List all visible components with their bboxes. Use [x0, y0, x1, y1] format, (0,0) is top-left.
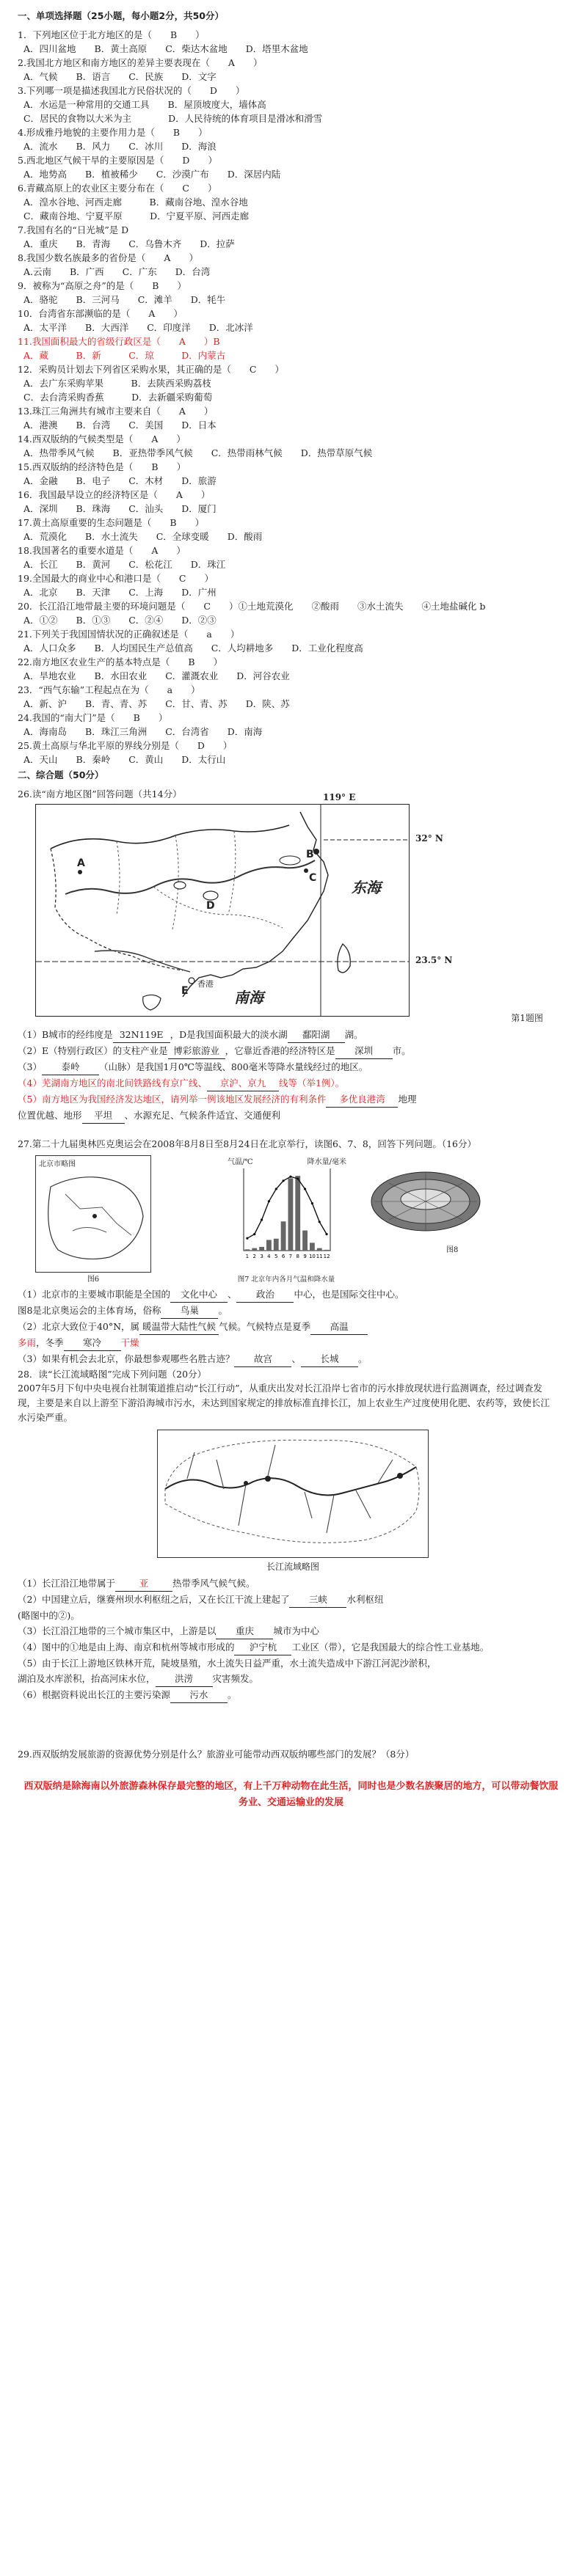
- q26-answer-1-mid: ，D是我国面积最大的淡水湖: [170, 1029, 288, 1040]
- q26-title: 26.读“南方地区图”回答问题（共14分）: [18, 788, 182, 799]
- label-b: B: [306, 849, 314, 860]
- q28-answer-line-4: [18, 1623, 564, 1639]
- west-boundary: [51, 849, 183, 970]
- label-east-sea: 东海: [352, 879, 381, 896]
- map-caption: 第1题图: [511, 1013, 543, 1023]
- question-3: 3.下列哪一项是描述我国北方民俗状况的（ D ）: [18, 85, 245, 96]
- q26-answer-4: [18, 1075, 564, 1091]
- fig7-month-tick: 2: [252, 1254, 256, 1259]
- question-1: 1．下列地区位于北方地区的是（ B ）: [18, 29, 205, 40]
- q27-answer-5-blank-2: 长城: [301, 1351, 358, 1367]
- q27-intro: 27.第二十九届奥林匹克奥运会在2008年8月8日至8月24日在北京举行，读图6、7、8，回答下列问题。（16分）: [18, 1138, 476, 1149]
- question-20-options: A．①② B．①③ C．②④ D．②③: [23, 615, 217, 626]
- q28-answer-5-mid: 工业区（带），它是我国最大的综合性工业基地。: [291, 1642, 490, 1653]
- fig7-precip-bar: [302, 1231, 308, 1251]
- q26-answer-line-2: [18, 1043, 564, 1059]
- q27-answer-1-blank-2: 政治: [236, 1287, 294, 1303]
- question-24: 24.我国的“南大门”是（ B ）: [18, 712, 168, 723]
- fig7-temp-point: [289, 1176, 291, 1178]
- q27-answer-5-pre: （3）如果有机会去北京，你最想参观哪些名胜古迹？: [18, 1353, 235, 1364]
- question-25-options: A．天山 B．秦岭 C．黄山 D．太行山: [23, 754, 226, 765]
- q27-answer-3-pre: （2）北京大致位于40°N，属: [18, 1321, 140, 1332]
- q27-answer-line-3: [18, 1319, 564, 1335]
- cj-basin-boundary: [165, 1440, 419, 1543]
- q29-answer: 西双版纳是除海南以外旅游森林保存最完整的地区，有上千万种动物在此生活，同时也是少数名族聚居的地方，可以带动餐饮服务业、交通运输业的发展: [23, 1781, 559, 1808]
- city-e-marker: [189, 978, 194, 984]
- q27-answer-3-blank-2: 高温: [310, 1319, 368, 1335]
- fig7-precip-bar: [310, 1243, 315, 1251]
- q28-answer-8-mid: 。: [227, 1689, 237, 1700]
- fig7-month-tick: 7: [288, 1254, 293, 1259]
- fig7-temp-point: [246, 1237, 248, 1240]
- fig7-temp-line: [247, 1177, 327, 1238]
- question-8-options: A.云南 B．广西 C．广东 D．台湾: [23, 266, 211, 277]
- q27-answer-1-pre: （1）北京市的主要城市职能是全国的: [18, 1289, 170, 1300]
- q28-answer-7-pre: 湖泊及水库淤积，抬高河床水位，: [18, 1673, 156, 1684]
- q27-answer-1-mid: 、: [227, 1289, 237, 1300]
- q28-intro: 2007年5月下旬中央电视台社制策道推启动“长江行动”，从重庆出发对长江沿岸七省市的污水排放现状进行监测调查，经过调查发现，主要是来自以上游至下游沿海城市污水，未达到国家规定的排放标准直排长江，加上农业生产过度使用化肥、农药等，致使长江水污染严重。: [18, 1383, 550, 1423]
- fig7-climate-chart: [228, 1155, 346, 1284]
- cj-tributaries: [187, 1445, 393, 1533]
- label-south-sea: 南海: [234, 989, 263, 1006]
- south-china-map: [35, 804, 410, 1017]
- fig7-temp-point: [297, 1177, 299, 1179]
- question-9-options: A．骆驼 B．三河马 C．滩羊 D．牦牛: [23, 294, 226, 305]
- hainan-island: [143, 995, 161, 1010]
- q28-answer-1-blank-1: 亚: [115, 1576, 172, 1592]
- question-1-options: A．四川盆地 B．黄土高原 C．柴达木盆地 D．塔里木盆地: [23, 43, 308, 54]
- q27-answer-line-2: [18, 1303, 564, 1319]
- question-9: 9．被称为“高原之舟”的是（ B ）: [18, 280, 186, 291]
- question-16-options: A．深圳 B．珠海 C．汕头 D．厦门: [23, 503, 217, 514]
- q27-answer-5-blank-1: 故宫: [234, 1351, 291, 1367]
- taiwan-island: [338, 944, 350, 973]
- fig7-precip-bar: [252, 1248, 257, 1251]
- fig7-temp-point: [304, 1188, 306, 1190]
- fig7-month-tick: 4: [267, 1254, 271, 1259]
- q26-answer-line-3: [18, 1059, 564, 1075]
- q27-answer-line-4: [18, 1335, 564, 1351]
- q27-answer-4-blank-2: 寒冷: [64, 1335, 121, 1351]
- fig7-precip-bar: [259, 1247, 264, 1251]
- cj-marker-chongqing: [244, 1481, 248, 1485]
- yangtze-river: [65, 860, 315, 894]
- question-19-options: A．北京 B．天津 C．上海 D．广州: [23, 587, 217, 598]
- question-21-options: A．人口众多 B．人均国民生产总值高 C．人均耕地多 D．工业化程度高: [23, 643, 363, 654]
- q28-answer-1-pre: （1）长江沿江地带属于: [18, 1578, 115, 1589]
- lake-d: [203, 891, 218, 900]
- fig7-temp-point: [319, 1221, 321, 1223]
- question-2: 2.我国北方地区和南方地区的差异主要表现在（ A ）: [18, 57, 263, 68]
- fig6-title: 北京市略图: [39, 1160, 76, 1168]
- label-c: C: [309, 872, 317, 884]
- q28-title: 28．读“长江流域略图”完成下列问题（20分）: [18, 1369, 207, 1380]
- question-7-options: A．重庆 B．青海 C．乌鲁木齐 D．拉萨: [23, 238, 235, 249]
- q27-answer-1-blank-1: 文化中心: [170, 1287, 228, 1303]
- fig7-precip-label: 降水量/毫米: [307, 1158, 346, 1166]
- changjiang-caption: 长江流域略图: [266, 1562, 319, 1572]
- fig6-roads: [65, 1194, 131, 1235]
- q26-a5b-pre: 位置优越、地形: [18, 1110, 82, 1121]
- fig7-precip-bar: [288, 1178, 294, 1251]
- q28-answer-line-2: [18, 1592, 564, 1608]
- q26-a5b-post: 、水源充足、气候条件适宜、交通便利: [124, 1110, 281, 1121]
- q28-answer-line-8: [18, 1687, 564, 1703]
- question-18-options: A．长江 B．黄河 C．松花江 D．珠江: [23, 559, 226, 570]
- question-11: 11.我国面积最大的省级行政区是（ A ）B: [18, 336, 220, 347]
- question-18: 18.我国著名的重要水道是（ A ）: [18, 545, 186, 556]
- q27-answer-2-mid: 。: [218, 1305, 228, 1316]
- question-21: 21.下列关于我国国情状况的正确叙述是（ a ）: [18, 629, 240, 640]
- lake-taihu: [280, 856, 300, 865]
- lat-32-label: 32° N: [415, 833, 443, 844]
- fig7-month-tick: 11: [316, 1254, 323, 1259]
- q26-answer-3-mid: （山脉）是我国1月0℃等温线、800毫米等降水量线经过的地区。: [98, 1061, 368, 1072]
- q26-answer-1-post: 湖。: [344, 1029, 363, 1040]
- q27-answer-4-pre: 多雨: [18, 1337, 37, 1348]
- fig6-drawing: [36, 1165, 150, 1267]
- q28-answer-8-blank-1: 污水: [170, 1687, 228, 1703]
- changjiang-drawing: [158, 1430, 428, 1557]
- fig7-plot: [228, 1164, 346, 1267]
- changjiang-map-figure: [157, 1430, 429, 1573]
- question-25: 25.黄土高原与华北平原的界线分别是（ D ）: [18, 740, 233, 751]
- q26-answer-2-blank-2: 深圳: [335, 1043, 393, 1059]
- city-a-marker: [78, 870, 82, 874]
- fig7-precip-bar: [281, 1221, 286, 1251]
- fig7-month-tick: 6: [281, 1254, 285, 1259]
- fig7-temp-point: [253, 1233, 255, 1235]
- longitude-label: 119° E: [323, 792, 356, 802]
- fig7-temp-point: [325, 1233, 327, 1235]
- q27-answer-4-post: 干燥: [120, 1337, 139, 1348]
- question-20: 20．长江沿江地带最主要的环境问题是（ C ）①土地荒漠化 ②酸雨 ③水土流失 ④土地盐碱化 b: [18, 601, 486, 612]
- q27-figures: [35, 1155, 564, 1284]
- question-12-options: A．去广东采购苹果 B．去陕西采购荔枝: [23, 378, 211, 389]
- fig7-month-tick: 3: [260, 1254, 263, 1259]
- fig7-temp-point: [268, 1200, 270, 1202]
- section-1-title: 一、单项选择题（25小题，每小题2分，共50分）: [18, 10, 224, 21]
- q28-answer-line-7: [18, 1671, 564, 1687]
- q27-answer-5-mid: 、: [291, 1353, 301, 1364]
- question-12: 12．采购员计划去下列省区采购水果，其正确的是（ C ）: [18, 364, 284, 375]
- question-4: 4.形成雅丹地貌的主要作用力是（ B ）: [18, 127, 208, 138]
- q26-answer-5b: [18, 1108, 564, 1124]
- fig7-month-tick: 1: [245, 1254, 250, 1259]
- q26-a4-blank: 京沪、京九: [207, 1075, 279, 1091]
- question-2-options: A．气候 B．语言 C．民族 D．文字: [23, 71, 217, 82]
- question-23: 23．“西气东输”工程起点在为（ a ）: [18, 684, 200, 695]
- q26-answer-1-blank-2: 鄱阳湖: [288, 1027, 345, 1043]
- q28-answer-4-mid: 城市为中心: [273, 1625, 319, 1636]
- fig7-axes: [244, 1168, 330, 1251]
- question-24-options: A．海南岛 B．珠江三角洲 C．台湾省 D．南海: [23, 726, 263, 737]
- fig7-temp-point: [275, 1188, 277, 1190]
- q29-title: 29.西双版纳发展旅游的资源优势分别是什么？旅游业可能带动西双版纳哪些部门的发展？（8分）: [18, 1749, 415, 1760]
- question-3-options: A．水运是一种常用的交通工具 B．屋顶坡度大，墙体高: [23, 99, 266, 110]
- question-5: 5.西北地区气候干旱的主要原因是（ D ）: [18, 155, 217, 166]
- q28-answer-4-blank-1: 重庆: [216, 1623, 273, 1639]
- q26-a5-blank: 多优良港湾: [326, 1091, 398, 1108]
- cj-marker-2: [265, 1476, 271, 1482]
- q26-answer-3-blank-1: 泰岭: [42, 1059, 99, 1075]
- question-22-options: A．旱地农业 B．水田农业 C．灌溉农业 D．河谷农业: [23, 670, 290, 681]
- q26-answer-2-pre: （2）E（特别行政区）的支柱产业是: [18, 1045, 168, 1056]
- q26-a4-post: 线等（举1例）。: [278, 1077, 345, 1088]
- q26-answer-2-blank-1: 博彩旅游业: [168, 1043, 225, 1059]
- coastline: [183, 812, 328, 997]
- q28-answer-8-pre: （6）根据资料说出长江的主要污染源: [18, 1689, 170, 1700]
- question-11-options: A．藏 B．新 C．琼 D．内蒙古: [23, 350, 226, 361]
- question-14-options: A．热带季风气候 B．亚热带季风气候 C．热带雨林气候 D．热带草原气候: [23, 447, 373, 458]
- q26-answer-5: [18, 1091, 564, 1108]
- question-23-options: A．新、沪 B．青、青、苏 C．甘、青、苏 D．陕、苏: [23, 698, 290, 709]
- q28-answer-3-pre: (略图中的②)。: [18, 1610, 80, 1621]
- q28-answer-2-pre: （2）中国建立后，继赛州坝水利枢纽之后，又在长江干流上建起了: [18, 1594, 290, 1605]
- fig7-month-tick: 5: [274, 1254, 278, 1259]
- q28-answer-1-mid: 热带季风气候: [172, 1578, 228, 1589]
- q26-answer-3-pre: （3）: [18, 1061, 42, 1072]
- province-borders: [117, 831, 283, 929]
- fig6-beijing-map: [35, 1155, 151, 1284]
- q26-answer-1-pre: （1）B城市的经纬度是: [18, 1029, 113, 1040]
- q27-answer-1-post: 中心，也是国际交往中心。: [294, 1289, 404, 1300]
- q27-answer-2-blank-1: 鸟巢: [161, 1303, 218, 1319]
- changjiang-map: [157, 1430, 429, 1558]
- q28-answer-4-pre: （3）长江沿江地带的三个城市集区中，上游是以: [18, 1625, 217, 1636]
- city-b-marker: [313, 849, 319, 855]
- q27-answer-5-post: 。: [357, 1353, 368, 1364]
- fig7-temp-point: [282, 1179, 284, 1182]
- cj-marker-1: [397, 1473, 403, 1479]
- label-e: E: [181, 985, 189, 997]
- q28-answer-2-mid: 水利枢纽: [346, 1594, 384, 1605]
- q28-answer-5-blank-1: 沪宁杭: [234, 1639, 291, 1655]
- fig6-caption: 图6: [87, 1276, 100, 1284]
- q27-answer-3-blank-1: 暖温带大陆性气候: [139, 1319, 219, 1335]
- q28-answer-line-3: [18, 1608, 564, 1623]
- q26-a5-post: 地理: [398, 1094, 417, 1105]
- fig7-month-tick: 12: [323, 1254, 330, 1259]
- q28-answers: [18, 1576, 564, 1703]
- question-19: 19.全国最大的商业中心和港口是（ C ）: [18, 573, 214, 584]
- fig7-month-tick: 9: [303, 1254, 307, 1259]
- question-6-options-2: C．藏南谷地、宁夏平原 D．宁夏平原、河西走廊: [23, 211, 250, 222]
- question-6: 6.青藏高原上的农业区主要分布在（ C ）: [18, 183, 217, 194]
- label-d: D: [206, 900, 215, 912]
- question-17-options: A．荒漠化 B．水土流失 C．全球变暖 D．酸雨: [23, 531, 263, 542]
- q26-a5b-blank: 平坦: [82, 1108, 125, 1124]
- question-10-options: A．太平洋 B．大西洋 C．印度洋 D．北冰洋: [23, 322, 253, 333]
- question-15: 15.西双版纳的经济特色是（ B ）: [18, 461, 186, 472]
- question-8: 8.我国少数名族最多的省份是（ A ）: [18, 252, 198, 263]
- q28-answer-6-pre: （5）由于长江上游地区铁林开荒，陡坡垦殖，水土流失日益严重，水土流失造成中下游江河泥沙淤积，: [18, 1658, 437, 1669]
- fig7-precip-bar: [324, 1250, 330, 1251]
- fig8-stadium: [367, 1161, 484, 1254]
- fig7-month-tick: 10: [308, 1254, 316, 1259]
- q26-answer-line-1: [18, 1027, 564, 1043]
- cj-main-river: [165, 1467, 416, 1495]
- q26-answer-2-post: 市。: [392, 1045, 411, 1056]
- q28-answer-line-5: [18, 1639, 564, 1655]
- question-13-options: A．港澳 B．台湾 C．美国 D．日本: [23, 420, 217, 431]
- q27-answer-3-mid: 气候。气候特点是夏季: [219, 1321, 311, 1332]
- lake-dongting: [174, 882, 186, 889]
- north-boundary: [51, 825, 289, 849]
- q26-answers: [18, 1027, 564, 1075]
- question-10: 10．台湾省东部濒临的是（ A ）: [18, 308, 183, 319]
- fig7-temp-point: [261, 1218, 263, 1221]
- question-15-options: A．金融 B．电子 C．木材 D．旅游: [23, 475, 217, 486]
- fig7-temp-point: [311, 1202, 313, 1204]
- fig7-month-tick: 8: [296, 1254, 299, 1259]
- q28-answer-1-post: 气候。: [227, 1578, 255, 1589]
- q26-answer-2-mid: ，它靠近香港的经济特区是: [225, 1045, 335, 1056]
- fig7-precip-bar: [295, 1176, 300, 1251]
- fig7-precip-bar: [274, 1239, 279, 1251]
- question-5-options: A．地势高 B．植被稀少 C．沙漠广布 D．深居内陆: [23, 169, 281, 180]
- city-c-marker: [304, 868, 308, 873]
- fig6-city-marker: [92, 1214, 97, 1218]
- q27-answer-4-mid: ，冬季: [36, 1337, 64, 1348]
- fig8-drawing: [367, 1161, 484, 1242]
- question-13: 13.珠江三角洲共有城市主要来自（ A ）: [18, 406, 214, 417]
- q27-answer-line-1: [18, 1287, 564, 1303]
- question-3-options-2: C．居民的食物以大米为主 D．人民待统的体育项目是滑冰和滑雪: [23, 113, 323, 124]
- lat-23-label: 23.5° N: [415, 955, 453, 965]
- label-a: A: [77, 857, 85, 869]
- q28-answer-5-pre: （4）图中的①地是由上海、南京和杭州等城市形成的: [18, 1642, 235, 1653]
- q27-answer-line-5: [18, 1351, 564, 1367]
- q28-answer-line-1: [18, 1576, 564, 1592]
- question-4-options: A．流水 B．风力 C．冰川 D．海浪: [23, 141, 217, 152]
- q27-answer-2-pre: 图8是北京奥运会的主体育场，俗称: [18, 1305, 161, 1316]
- question-22: 22.南方地区农业生产的基本特点是（ B ）: [18, 656, 223, 667]
- label-hongkong: 香港: [197, 979, 214, 989]
- question-6-options: A．湟水谷地、河西走廊 B．藏南谷地、湟水谷地: [23, 197, 248, 208]
- q26-answer-1-blank-1: 32N119E: [113, 1027, 170, 1043]
- q28-answer-2-blank-1: 三峡: [289, 1592, 346, 1608]
- question-12-options-2: C．去台湾采购香蕉 D．去新疆采购葡萄: [23, 392, 213, 403]
- fig7-caption: 图7 北京年内各月气温和降水量: [237, 1276, 335, 1284]
- question-7: 7.我国有名的“日光城”是 D: [18, 224, 129, 235]
- q26-a4-pre: （4）芜湖南方地区的南北间铁路线有京广线、: [18, 1077, 207, 1088]
- question-17: 17.黄土高原重要的生态问题是（ B ）: [18, 517, 205, 528]
- q28-answer-7-mid: 灾害频发。: [212, 1673, 259, 1684]
- q27-answers: [18, 1287, 564, 1367]
- q26-a5-pre: （5）南方地区为我国经济发达地区，请列举一例该地区发展经济的有利条件: [18, 1094, 327, 1105]
- section-2-title: 二、综合题（50分）: [18, 769, 104, 780]
- question-16: 16．我国最早设立的经济特区是（ A ）: [18, 489, 211, 500]
- fig7-temp-label: 气温/℃: [228, 1158, 253, 1166]
- q28-answer-line-6: [18, 1655, 564, 1671]
- map-drawing: [36, 805, 409, 1016]
- q28-answer-7-blank-1: 洪涝: [156, 1671, 213, 1687]
- fig8-caption: 图8: [446, 1246, 459, 1254]
- fig7-precip-bar: [266, 1240, 272, 1251]
- fig7-precip-bar: [245, 1249, 250, 1251]
- question-14: 14.西双版纳的气候类型是（ A ）: [18, 433, 186, 444]
- multiple-choice-list: [18, 28, 564, 766]
- fig7-precip-bar: [317, 1248, 322, 1251]
